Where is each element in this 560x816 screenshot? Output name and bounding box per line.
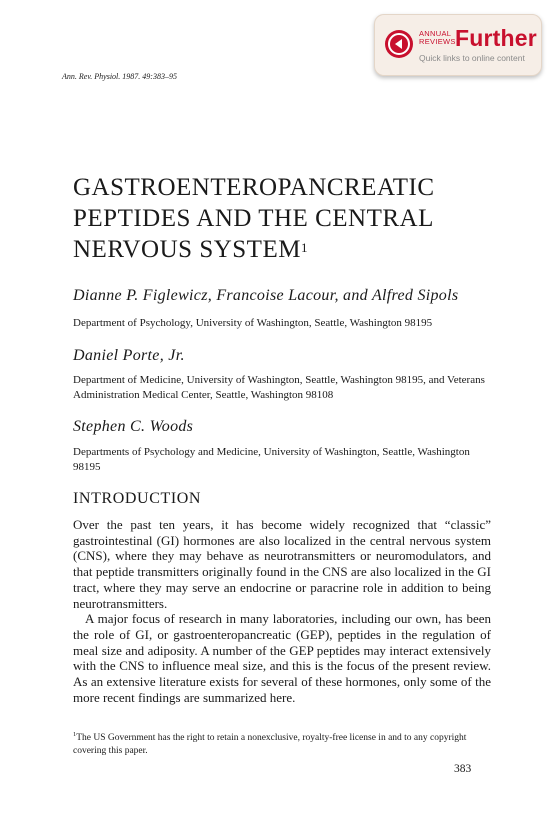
badge-line-annual: ANNUAL: [419, 29, 452, 38]
affiliation-3: Departments of Psychology and Medicine, University of Washington, Seattle, Washington 98195: [73, 446, 470, 473]
title-line-2: PEPTIDES AND THE CENTRAL: [73, 205, 434, 232]
section-heading: INTRODUCTION: [73, 490, 202, 507]
paragraph-1: Over the past ten years, it has become widely recognized that “classic” gastrointestinal (GI) hormones are also localized in the central nervous system (CNS), where they may behave as neurotransmitters or neuromodulators, and that peptide transmitters originally found in the CNS are also localized in the GI tract, where they may serve an endocrine or paracrine role in addition to being neurotransmitters.: [73, 517, 491, 611]
title-footnote-mark: 1: [300, 240, 308, 255]
paragraph-2: A major focus of research in many laboratories, including our own, has been the role of GI, or gastroenteropancreatic (GEP), peptides in the regulation of meal size and adiposity. A number of the GEP peptides may interact extensively with the CNS to influence meal size, and this is the focus of the present review. As an extensive literature exists for several of these hormones, only some of the more recent findings are summarized here.: [73, 611, 491, 705]
body-text: [73, 517, 491, 705]
title-line-1: GASTROENTEROPANCREATIC: [73, 174, 435, 201]
annual-reviews-further-badge[interactable]: [374, 14, 542, 76]
footnote-text: The US Government has the right to retain a nonexclusive, royalty-free license in and to any copyright covering this paper.: [73, 733, 467, 757]
badge-brand-text: [419, 30, 456, 46]
title-line-3: NERVOUS SYSTEM: [73, 236, 301, 263]
affiliation-1: Department of Psychology, University of Washington, Seattle, Washington 98195: [73, 317, 433, 329]
author-group-1: Dianne P. Figlewicz, Francoise Lacour, and Alfred Sipols: [73, 287, 459, 304]
page-number: 383: [454, 763, 472, 775]
journal-reference: Ann. Rev. Physiol. 1987. 49:383–95: [62, 72, 177, 81]
badge-line-reviews: REVIEWS: [419, 37, 456, 46]
article-title: [73, 172, 503, 265]
footnote: [73, 728, 491, 758]
affiliation-2: Department of Medicine, University of Washington, Seattle, Washington 98195, and Veterans Administration Medical Center, Seattle, Washington 98108: [73, 374, 485, 401]
badge-subtext: Quick links to online content: [419, 53, 525, 63]
footnote-mark: 1: [73, 731, 77, 738]
play-arrow-icon: [385, 30, 413, 58]
badge-further-word: Further: [455, 25, 537, 51]
author-group-2: Daniel Porte, Jr.: [73, 347, 185, 364]
author-group-3: Stephen C. Woods: [73, 418, 194, 435]
